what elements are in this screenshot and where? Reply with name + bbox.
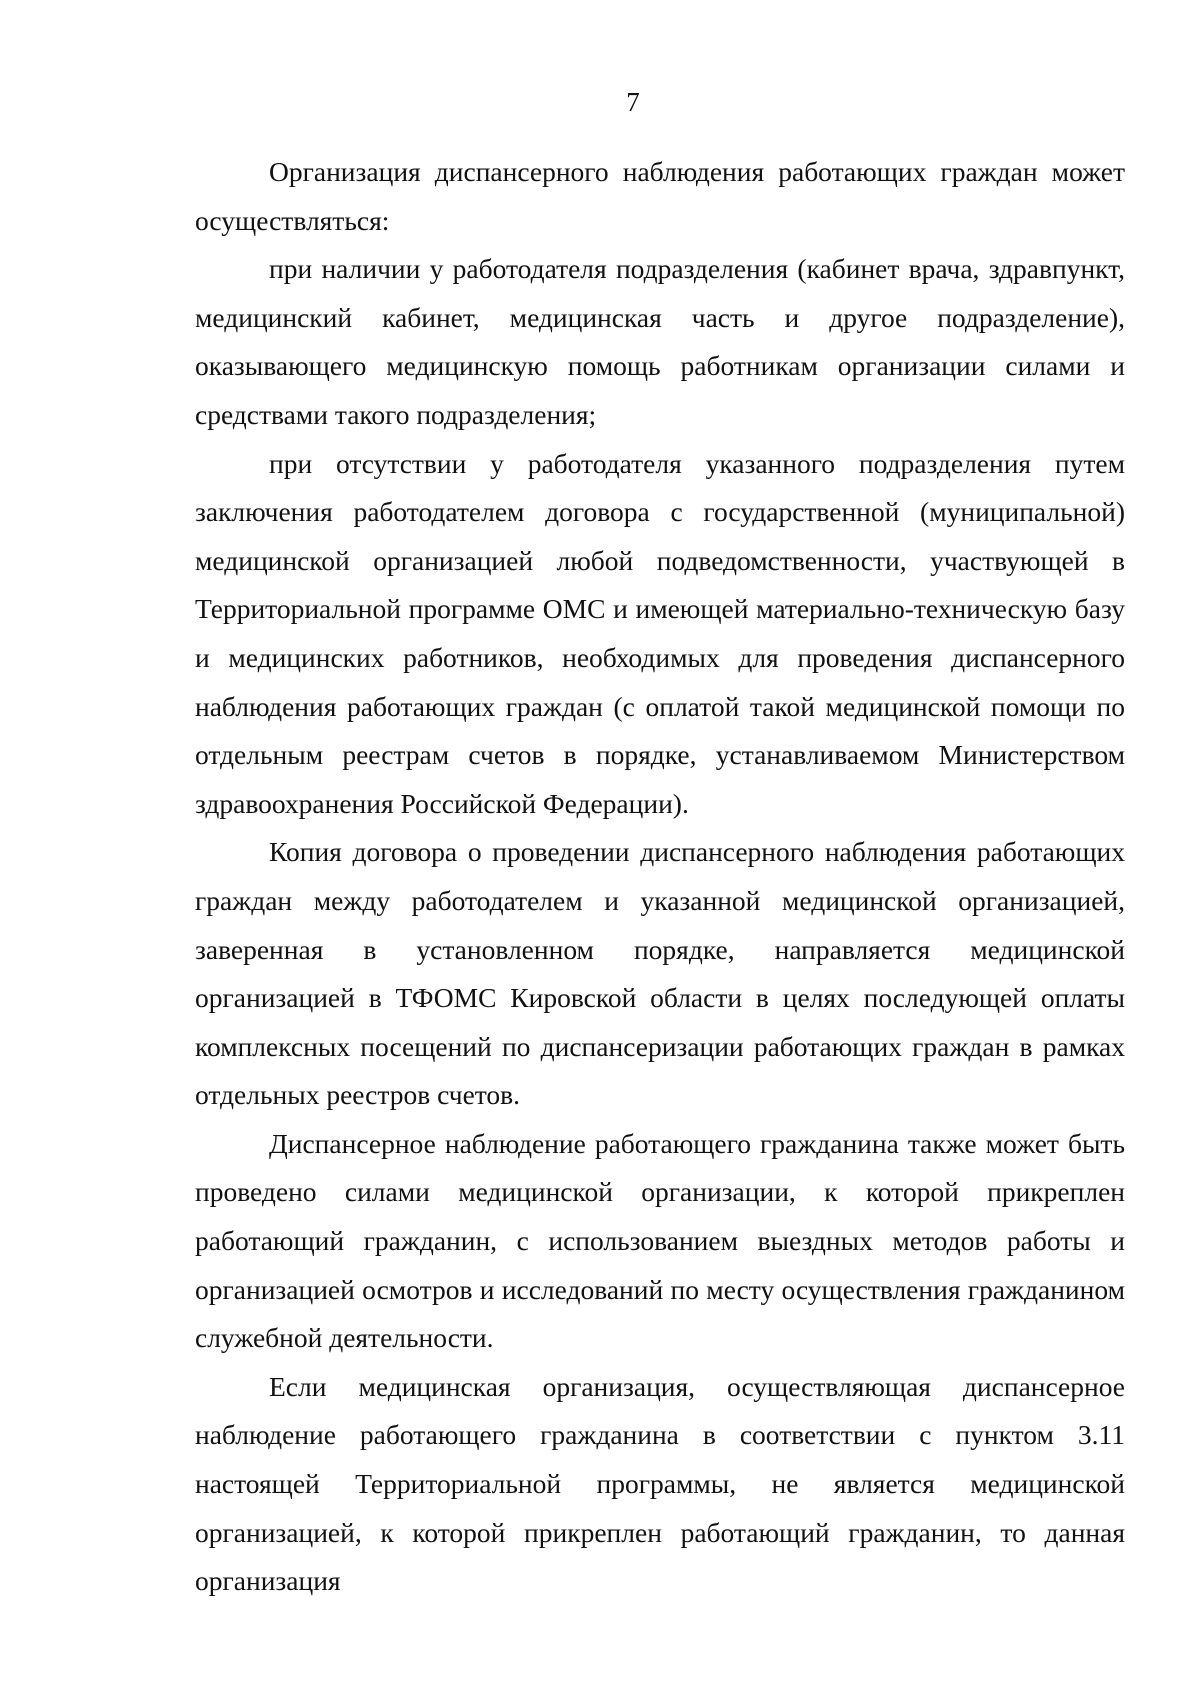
paragraph-attached-organization: Диспансерное наблюдение работающего гражданина также может быть проведено силами медицинской организации, к которой прикреплен работающий гражданин, с использованием выездных методов работы и организацией осмотров и исследований по месту осуществления гражданином служебной деятельности. [195,1127,1125,1354]
paragraph-contract: при отсутствии у работодателя указанного подразделения путем заключения работодателем договора с государственной (муниципальной) медицинской организацией любой подведомственности, участвующей в Территориальной программе ОМС и имеющей материально-техническую базу и медицинских работников, необходимых для проведения диспансерного наблюдения работающих граждан (с оплатой такой медицинской помощи по отдельным реестрам счетов в порядке, устанавливаемом Министерством здравоохранения Российской Федерации). [195,447,1125,819]
paragraph-non-attached-organization: Если медицинская организация, осуществляющая диспансерное наблюдение работающего гражданина в соответствии с пунктом 3.11 настоящей Территориальной программы, не является медицинской организацией, к которой прикреплен работающий гражданин, то данная организация [195,1370,1125,1597]
document-body [195,148,1125,1606]
page-number: 7 [626,87,640,117]
paragraph-employer-unit: при наличии у работодателя подразделения (кабинет врача, здравпункт, медицинский кабинет, медицинская часть и другое подразделение), оказывающего медицинскую помощь работникам организации силами и средствами такого подразделения; [195,253,1125,430]
paragraph-contract-copy: Копия договора о проведении диспансерного наблюдения работающих граждан между работодателем и указанной медицинской организацией, заверенная в установленном порядке, направляется медицинской организацией в ТФОМС Кировской области в целях последующей оплаты комплексных посещений по диспансеризации работающих граждан в рамках отдельных реестров счетов. [195,836,1125,1111]
paragraph-intro: Организация диспансерного наблюдения работающих граждан может осуществляться: [195,156,1125,236]
